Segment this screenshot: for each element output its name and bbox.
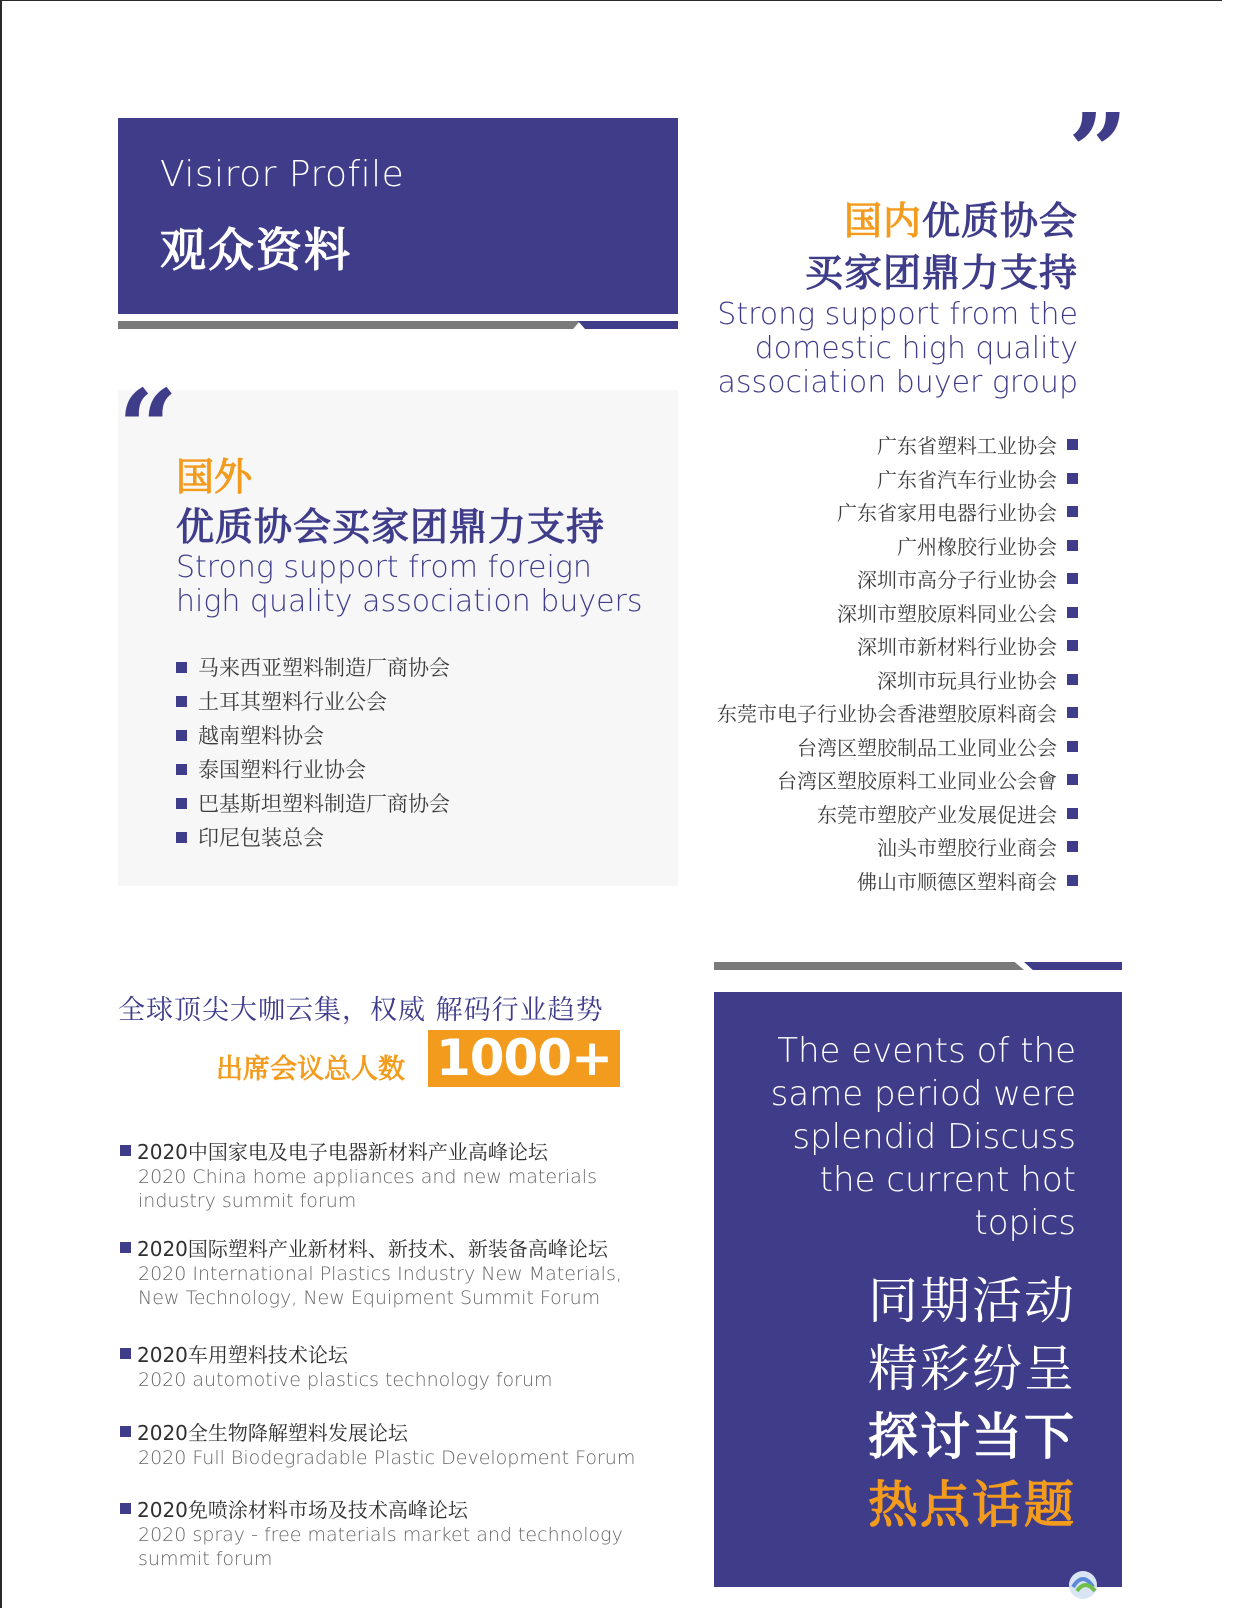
forum-title-en: 2020 spray - free materials market and technology summit forum [138, 1524, 623, 1570]
bullet-square-icon [1067, 573, 1078, 584]
bullet-square-icon [1067, 875, 1078, 886]
list-item-label: 广东省家用电器行业协会 [837, 501, 1057, 526]
list-item-label: 印尼包装总会 [198, 826, 324, 850]
list-item-label: 深圳市新材料行业协会 [857, 635, 1057, 660]
list-item [717, 864, 1078, 898]
list-item-label: 佛山市顺德区塑料商会 [857, 869, 1057, 894]
list-item [717, 428, 1078, 462]
header-stripe-blue [578, 321, 678, 329]
forum-headline: 全球顶尖大咖云集，权威 解码行业趋势 [118, 995, 604, 1026]
forum-title-cn: 2020全生物降解塑料发展论坛 [137, 1421, 408, 1445]
domestic-subtitle-en: Strong support from the domestic high quality association buyer group [717, 297, 1078, 400]
domestic-title-rest: 优质协会 [921, 199, 1078, 243]
forum-item [120, 1233, 650, 1310]
list-item-label: 巴基斯坦塑料制造厂商协会 [198, 792, 450, 816]
header-title-cn: 观众资料 [160, 223, 352, 277]
forum-title-cn: 2020国际塑料产业新材料、新技术、新装备高峰论坛 [137, 1237, 608, 1261]
list-item-label: 汕头市塑胶行业商会 [877, 836, 1057, 861]
list-item-label: 台湾区塑胶原料工业同业公会會 [777, 769, 1057, 794]
forum-title-en: 2020 Full Biodegradable Plastic Development Forum [138, 1447, 636, 1469]
attendance-value-badge: 1000+ [428, 1030, 620, 1087]
list-item-label: 台湾区塑胶制品工业同业公会 [797, 735, 1057, 760]
list-item-label: 深圳市高分子行业协会 [857, 568, 1057, 593]
list-item-label: 深圳市塑胶原料同业公会 [837, 601, 1057, 626]
forum-title-row [120, 1417, 650, 1446]
attendance-label: 出席会议总人数 [216, 1054, 405, 1085]
list-item [717, 663, 1078, 697]
list-item [717, 596, 1078, 630]
page-border-top [0, 0, 1222, 1]
list-item [717, 529, 1078, 563]
bullet-square-icon [1067, 741, 1078, 752]
bullet-square-icon [1067, 439, 1078, 450]
bullet-square-icon [120, 1503, 131, 1514]
foreign-title: 优质协会买家团鼎力支持 [176, 505, 606, 549]
domestic-title-line1 [844, 190, 1078, 245]
close-quote-icon: ” [1068, 90, 1128, 213]
forum-title-row [120, 1233, 650, 1262]
forum-title-en: 2020 automotive plastics technology forum [138, 1369, 553, 1391]
bullet-square-icon [176, 730, 187, 741]
brand-logo-icon [1065, 1565, 1101, 1601]
list-item [717, 629, 1078, 663]
bullet-square-icon [1067, 774, 1078, 785]
events-stripe-blue [1024, 962, 1122, 970]
header-stripe-grey [118, 321, 580, 329]
bullet-square-icon [1067, 707, 1078, 718]
bullet-square-icon [1067, 808, 1078, 819]
bullet-square-icon [1067, 841, 1078, 852]
bullet-square-icon [120, 1348, 131, 1359]
list-item [717, 696, 1078, 730]
list-item-label: 广东省塑料工业协会 [877, 434, 1057, 459]
bullet-square-icon [176, 798, 187, 809]
concurrent-events-box [714, 992, 1122, 1587]
header-title-en: Visiror Profile [160, 154, 405, 195]
forum-title-row [120, 1136, 650, 1165]
bullet-square-icon [1067, 607, 1078, 618]
bullet-square-icon [1067, 473, 1078, 484]
list-item [717, 462, 1078, 496]
domestic-title-highlight: 国内 [843, 199, 922, 243]
forum-title-cn: 2020免喷涂材料市场及技术高峰论坛 [137, 1498, 468, 1522]
list-item [717, 495, 1078, 529]
bullet-square-icon [120, 1145, 131, 1156]
bullet-square-icon [1067, 674, 1078, 685]
list-item-label: 土耳其塑料行业公会 [198, 690, 387, 714]
forum-item [120, 1136, 650, 1213]
events-text-en: The events of the same period were splendid Discuss the current hot topics [770, 1031, 1076, 1243]
list-item-label: 广东省汽车行业协会 [877, 467, 1057, 492]
page-border-left [0, 0, 2, 1608]
list-item [176, 820, 450, 854]
bullet-square-icon [120, 1426, 131, 1437]
bullet-square-icon [176, 764, 187, 775]
bullet-square-icon [176, 696, 187, 707]
list-item [717, 830, 1078, 864]
list-item [717, 797, 1078, 831]
list-item-label: 马来西亚塑料制造厂商协会 [198, 656, 450, 680]
events-cn-line4: 热点话题 [868, 1476, 1076, 1534]
forum-title-cn: 2020车用塑料技术论坛 [137, 1343, 348, 1367]
list-item-label: 越南塑料协会 [198, 724, 324, 748]
forum-title-en: 2020 International Plastics Industry New Materials, New Technology, New Equipment Summit Forum [138, 1263, 622, 1309]
list-item [717, 562, 1078, 596]
list-item [176, 650, 450, 684]
list-item-label: 深圳市玩具行业协会 [877, 668, 1057, 693]
list-item-label: 东莞市塑胶产业发展促进会 [817, 802, 1057, 827]
forum-item [120, 1417, 650, 1470]
bullet-square-icon [1067, 506, 1078, 517]
domestic-association-list [717, 428, 1078, 897]
events-cn-line1: 同期活动 [868, 1272, 1076, 1330]
forum-title-cn: 2020中国家电及电子电器新材料产业高峰论坛 [137, 1140, 548, 1164]
events-cn-line2: 精彩纷呈 [868, 1340, 1076, 1398]
forum-item [120, 1339, 650, 1392]
forum-title-row [120, 1494, 650, 1523]
forum-title-row [120, 1339, 650, 1368]
bullet-square-icon [1067, 540, 1078, 551]
open-quote-icon: “ [118, 366, 178, 489]
foreign-subtitle-en: Strong support from foreign high quality association buyers [176, 550, 643, 619]
list-item [176, 684, 450, 718]
bullet-square-icon [120, 1242, 131, 1253]
forum-item [120, 1494, 650, 1571]
list-item-label: 泰国塑料行业协会 [198, 758, 366, 782]
foreign-association-list [176, 650, 450, 854]
bullet-square-icon [176, 662, 187, 673]
list-item [176, 786, 450, 820]
list-item [176, 752, 450, 786]
forum-title-en: 2020 China home appliances and new materials industry summit forum [138, 1166, 597, 1212]
list-item [717, 730, 1078, 764]
list-item-label: 广州橡胶行业协会 [897, 534, 1057, 559]
events-stripe-grey [714, 962, 1024, 970]
list-item [717, 763, 1078, 797]
domestic-title-line2: 买家团鼎力支持 [804, 251, 1078, 295]
list-item [176, 718, 450, 752]
list-item-label: 东莞市电子行业协会香港塑胶原料商会 [717, 702, 1057, 727]
bullet-square-icon [176, 832, 187, 843]
foreign-title-highlight: 国外 [176, 455, 253, 499]
bullet-square-icon [1067, 640, 1078, 651]
visitor-profile-header [118, 118, 678, 314]
events-cn-line3: 探讨当下 [868, 1408, 1076, 1466]
